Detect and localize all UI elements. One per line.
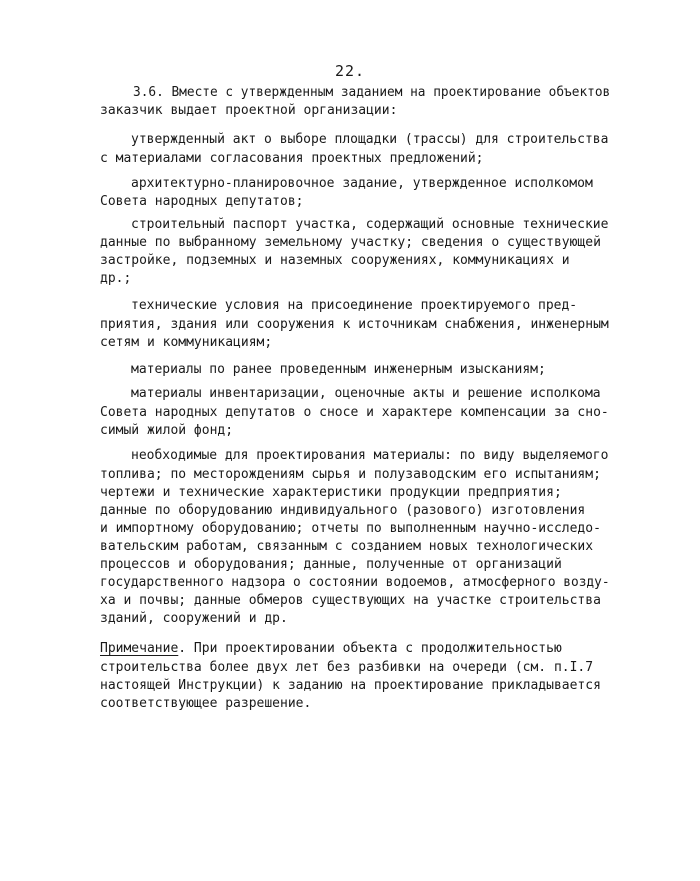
paragraph-line: необходимые для проектирования материалы: по виду выделяемого (131, 448, 609, 463)
paragraph-line: Совета народных депутатов о сносе и характере компенсации за сно- (100, 405, 609, 420)
paragraph-line: Совета народных депутатов; (100, 194, 304, 209)
note-text: . При проектировании объекта с продолжительностью (178, 641, 562, 656)
paragraph-line: архитектурно-планировочное задание, утвержденное исполкомом (131, 176, 593, 191)
paragraph-line: вательским работам, связанным с созданием новых технологических (100, 539, 594, 554)
paragraph-line: ха и почвы; данные обмеров существующих на участке строительства (100, 593, 601, 608)
paragraph-line: симый жилой фонд; (100, 423, 234, 438)
paragraph-line: материалы инвентаризации, оценочные акты и решение исполкома (131, 386, 601, 401)
paragraph-line: государственного надзора о состоянии водоемов, атмосферного возду- (100, 575, 610, 590)
paragraph-line: утвержденный акт о выборе площадки (трассы) для строительства (131, 132, 609, 147)
paragraph-line: застройке, подземных и наземных сооружениях, коммуникациях и (100, 253, 570, 268)
note-line: строительства более двух лет без разбивки на очереди (см. п.I.7 (100, 660, 594, 675)
paragraph-line: зданий, сооружений и др. (100, 611, 288, 626)
paragraph-line: материалы по ранее проведенным инженерным изысканиям; (131, 362, 546, 377)
paragraph-line: данные по выбранному земельному участку; сведения о существующей (100, 235, 601, 250)
paragraph-line: с материалами согласования проектных предложений; (100, 151, 484, 166)
paragraph-line: сетям и коммуникациям; (100, 335, 273, 350)
paragraph-line: 3.6. Вместе с утвержденным заданием на проектирование объектов (133, 85, 611, 100)
paragraph-line: строительный паспорт участка, содержащий основные технические (131, 217, 609, 232)
paragraph-line: др.; (100, 271, 132, 286)
paragraph-line: процессов и оборудования; данные, полученные от организаций (100, 557, 562, 572)
note-label: Примечание (100, 641, 179, 656)
page-number: 22. (334, 62, 366, 80)
paragraph-line: технические условия на присоединение проектируемого пред- (131, 298, 578, 313)
paragraph-line: данные по оборудованию индивидуального (разового) изготовления (100, 503, 586, 518)
paragraph-line: топлива; по месторождениям сырья и полузаводским его испытаниям; (100, 467, 601, 482)
paragraph-line: заказчик выдает проектной организации: (100, 103, 398, 118)
note-line: соответствующее разрешение. (100, 696, 312, 711)
paragraph-line: приятия, здания или сооружения к источникам снабжения, инженерным (100, 317, 609, 332)
note-line: настоящей Инструкции) к заданию на проектирование прикладывается (100, 678, 601, 693)
paragraph-line: и импортному оборудованию; отчеты по выполненным научно-исследо- (100, 521, 601, 536)
note-first-line (100, 640, 562, 658)
paragraph-line: чертежи и технические характеристики продукции предприятия; (100, 485, 562, 500)
